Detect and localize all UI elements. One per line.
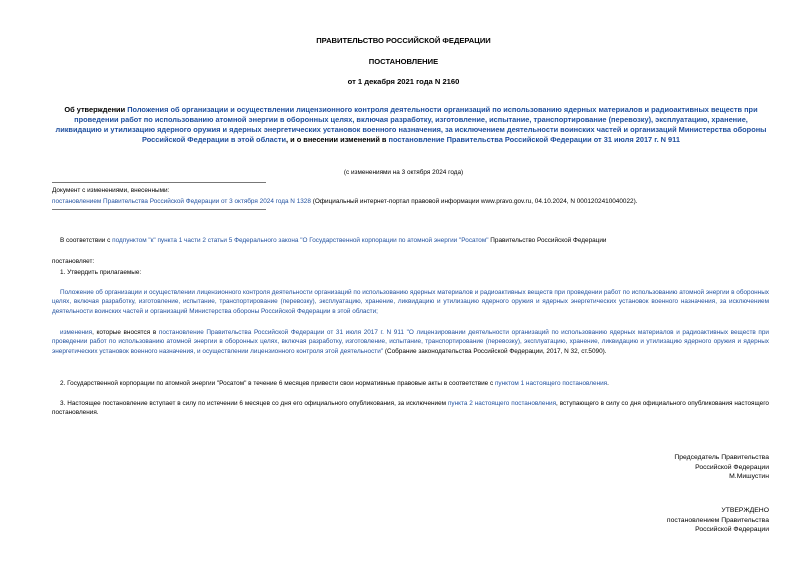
- amendment-note: (с изменениями на 3 октября 2024 года): [343, 169, 464, 176]
- changes-link[interactable]: постановлением Правительства Российской Федерации от 3 октября 2024 года N 1328: [52, 198, 311, 205]
- signature-country: Российской Федерации: [695, 463, 769, 471]
- document-title: [52, 105, 770, 145]
- preamble-suffix: Правительство Российской Федерации: [488, 237, 607, 244]
- preamble-law-link[interactable]: подпунктом "к" пункта 1 части 2 статьи 5 Федерального закона "О Государственной корпорации по атомной энергии "Росатом": [112, 237, 489, 244]
- changes-reference: [52, 197, 769, 206]
- item-2-link[interactable]: пунктом 1 настоящего постановления: [494, 380, 608, 387]
- signature-block: [674, 453, 769, 482]
- date-number-heading: от 1 декабря 2021 года N 2160: [347, 77, 460, 86]
- authority-heading: ПРАВИТЕЛЬСТВО РОССИЙСКОЙ ФЕДЕРАЦИИ: [316, 36, 491, 45]
- approved-heading: УТВЕРЖДЕНО: [721, 507, 769, 514]
- item-1b-end: (Собрание законодательства Российской Федерации, 2017, N 32, ст.5090).: [383, 347, 607, 355]
- title-link-regulation[interactable]: Положения об организации и осуществлении лицензионного контроля деятельности организаций по использованию ядерных материалов и радиоактивных веществ при проведении работ по использованию атомной энергии в оборонных целях, включая разработку, изготовление, испытание, транспортирование (перевозку), эксплуатацию, хранение, ликвидацию и утилизацию ядерного оружия и ядерных энергетических установок военного назначения, за исключением деятельности воинских частей и организаций Министерства обороны Российской Федерации в этой области: [55, 105, 767, 144]
- changes-source: (Официальный интернет-портал правовой информации www.pravo.gov.ru, 04.10.2024, N 0001202410040022).: [310, 198, 638, 205]
- changes-label: Документ с изменениями, внесенными:: [52, 187, 170, 194]
- signature-title: Председатель Правительства: [674, 454, 769, 461]
- item-3-end: , вступающего в силу со дня официального опубликования настоящего постановления.: [52, 400, 769, 417]
- preamble-prefix: В соответствии с: [60, 237, 113, 244]
- item-1b: [52, 328, 769, 356]
- item-3-text: 3. Настоящее постановление вступает в силу по истечении 6 месяцев со дня его официального опубликования, за исключением: [60, 400, 448, 407]
- item-3: [52, 399, 769, 418]
- document-type-heading: ПОСТАНОВЛЕНИЕ: [368, 57, 439, 66]
- separator-bottom: [52, 209, 266, 210]
- signature-name: М.Мишустин: [729, 473, 769, 480]
- item-2-text: 2. Государственной корпорации по атомной энергии "Росатом" в течение 6 месяцев привести свои нормативные правовые акты в соответствие с: [60, 380, 495, 387]
- item-1b-middle: , которые вносятся в: [92, 329, 159, 336]
- approved-block: [667, 506, 769, 535]
- preamble-decides: постановляет:: [52, 258, 95, 265]
- item-2: [52, 379, 769, 388]
- item-1b-decree-link[interactable]: постановление Правительства Российской Федерации от 31 июля 2017 г. N 911 "О лицензировании деятельности организаций по использованию ядерных материалов и радиоактивных веществ при проведении работ по использованию атомной энергии в оборонных целях, включая разработку, изготовление, испытание, транспортирование (перевозку), эксплуатацию, хранение, ликвидацию и утилизацию ядерного оружия и ядерных энергетических установок военного назначения, и осуществлении лицензионного контроля этой деятельности": [52, 329, 770, 355]
- separator-top: [52, 182, 266, 183]
- item-3-link[interactable]: пункта 2 настоящего постановления: [447, 400, 557, 407]
- approved-by: постановлением Правительства: [666, 516, 769, 524]
- item-1: 1. Утвердить прилагаемые:: [60, 269, 142, 276]
- item-1b-changes-link[interactable]: изменения: [60, 329, 93, 336]
- title-middle: , и о внесении изменений в: [286, 135, 389, 144]
- approved-country: Российской Федерации: [695, 526, 769, 533]
- item-2-end: .: [607, 380, 609, 387]
- title-link-decree-911[interactable]: постановление Правительства Российской Федерации от 31 июля 2017 г. N 911: [388, 135, 680, 144]
- title-prefix: Об утверждении: [64, 105, 128, 114]
- item-1a-regulation-link[interactable]: Положение об организации и осуществлении лицензионного контроля деятельности организаций по использованию ядерных материалов и радиоактивных веществ при проведении работ по использованию атомной энергии в оборонных целях, включая разработку, изготовление, испытание, транспортирование (перевозку), эксплуатацию, хранение, ликвидацию и утилизацию ядерного оружия и ядерных энергетических установок военного назначения, за исключением деятельности воинских частей и организаций Министерства обороны Российской Федерации в этой области;: [52, 289, 769, 315]
- preamble: [52, 236, 769, 245]
